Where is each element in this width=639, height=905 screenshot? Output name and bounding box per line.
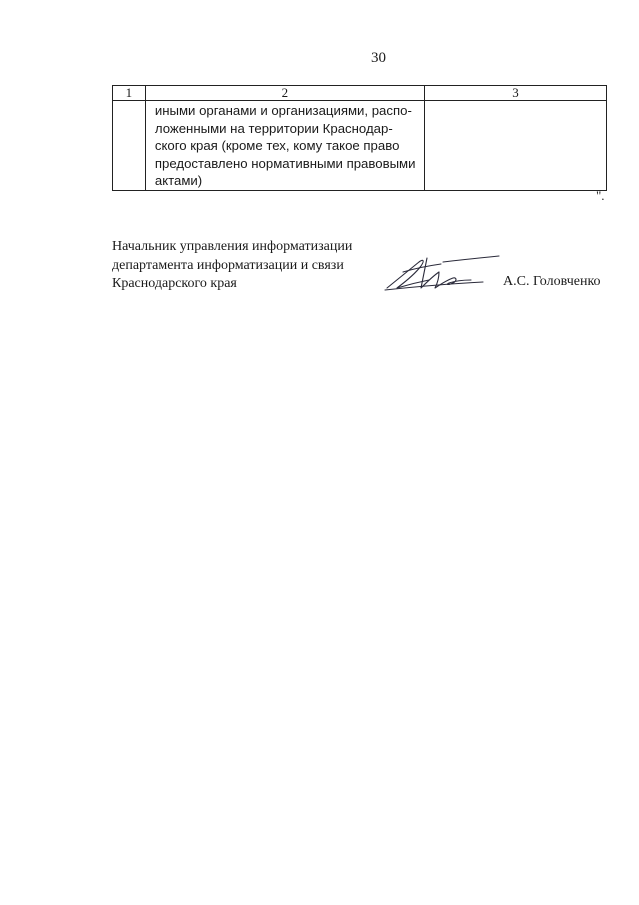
- signatory-title: [112, 238, 352, 294]
- table-cell-text: иными органами и организациями, распо- ложенными на территории Краснодар- ского края (кроме тех, кому такое право предоставлено нормативными правовыми актами): [154, 103, 416, 188]
- table-cell: [145, 101, 424, 191]
- signer-name: А.С. Головченко: [503, 274, 601, 289]
- handwritten-signature: [383, 252, 501, 294]
- table-header-cell: 2: [145, 86, 424, 101]
- table-header-cell: 1: [113, 86, 146, 101]
- table-header-cell: 3: [424, 86, 606, 101]
- table-cell: [113, 101, 146, 191]
- signatory-title-line: Краснодарского края: [112, 276, 237, 291]
- page-number: 30: [371, 50, 386, 66]
- table-header-row: [113, 86, 607, 101]
- closing-quote: ".: [596, 188, 605, 203]
- table-row: [113, 101, 607, 191]
- document-table: [112, 85, 607, 191]
- table-cell: [424, 101, 606, 191]
- signatory-title-line: департамента информатизации и связи: [112, 257, 344, 273]
- signatory-title-line: Начальник управления информатизации: [112, 239, 353, 254]
